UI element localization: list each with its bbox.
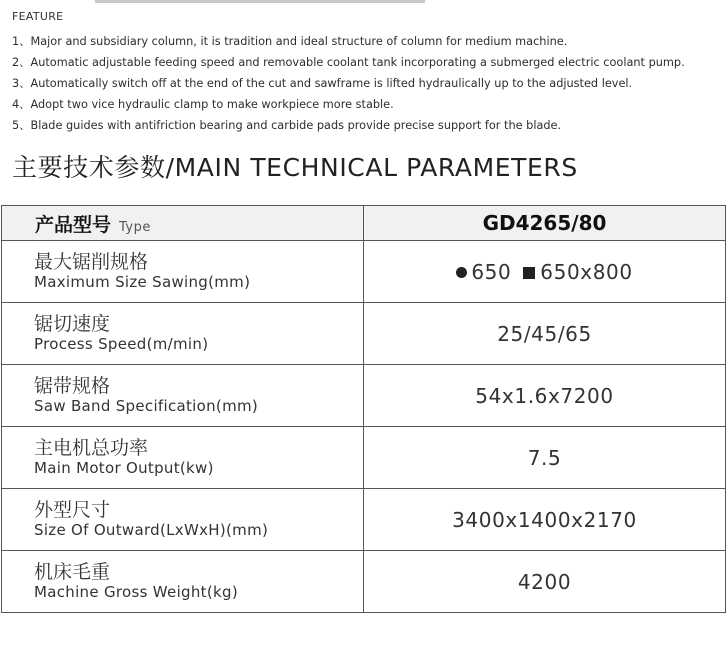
type-label-en: Type — [119, 219, 151, 235]
param-label-cn: 主电机总功率 — [34, 437, 149, 459]
type-label-cell — [2, 206, 364, 241]
feature-item: 5、Blade guides with antifriction bearing and carbide pads provide precise support for the blade. — [12, 119, 562, 132]
type-label-cn: 产品型号 — [35, 213, 112, 236]
feature-item: 1、Major and subsidiary column, it is tradition and ideal structure of column for medium machine. — [12, 35, 568, 48]
param-label-cell — [2, 489, 364, 551]
param-value: 25/45/65 — [364, 303, 726, 365]
rectangular-stock-icon — [523, 267, 535, 279]
feature-item: 3、Automatically switch off at the end of the cut and sawframe is lifted hydraulically up to the adjusted level. — [12, 77, 633, 90]
param-value: 7.5 — [364, 427, 726, 489]
feature-item: 2、Automatic adjustable feeding speed and removable coolant tank incorporating a submerged electric coolant pump. — [12, 56, 685, 69]
param-label-cell — [2, 427, 364, 489]
param-label-cn: 最大锯削规格 — [34, 251, 149, 273]
param-label-cn: 锯带规格 — [34, 375, 111, 397]
value-rect: 650x800 — [540, 259, 633, 284]
param-label-cell — [2, 551, 364, 613]
round-stock-icon — [456, 267, 467, 278]
top-divider — [95, 0, 425, 3]
param-label-en: Maximum Size Sawing(mm) — [34, 273, 251, 291]
table-row — [2, 303, 726, 365]
param-value — [364, 241, 726, 303]
param-label-cn: 机床毛重 — [34, 561, 111, 583]
param-label-en: Process Speed(m/min) — [34, 335, 209, 353]
model-name: GD4265/80 — [364, 206, 726, 241]
param-value: 54x1.6x7200 — [364, 365, 726, 427]
table-row — [2, 489, 726, 551]
param-label-en: Saw Band Specification(mm) — [34, 397, 259, 415]
param-label-cell — [2, 303, 364, 365]
param-label-cn: 锯切速度 — [34, 313, 111, 335]
param-label-cell — [2, 241, 364, 303]
section-title: 主要技术参数/MAIN TECHNICAL PARAMETERS — [12, 153, 578, 182]
param-label-en: Main Motor Output(kw) — [34, 459, 214, 477]
table-row — [2, 241, 726, 303]
table-row — [2, 427, 726, 489]
param-value: 4200 — [364, 551, 726, 613]
param-label-en: Machine Gross Weight(kg) — [34, 583, 238, 601]
table-header-row — [2, 206, 726, 241]
table-row — [2, 365, 726, 427]
feature-list — [12, 31, 685, 136]
table-row — [2, 551, 726, 613]
param-label-en: Size Of Outward(LxWxH)(mm) — [34, 521, 269, 539]
feature-item: 4、Adopt two vice hydraulic clamp to make workpiece more stable. — [12, 98, 394, 111]
spec-table — [1, 205, 726, 613]
param-value: 3400x1400x2170 — [364, 489, 726, 551]
value-round: 650 — [471, 259, 512, 284]
feature-heading: FEATURE — [12, 10, 64, 23]
param-label-cn: 外型尺寸 — [34, 499, 111, 521]
param-label-cell — [2, 365, 364, 427]
